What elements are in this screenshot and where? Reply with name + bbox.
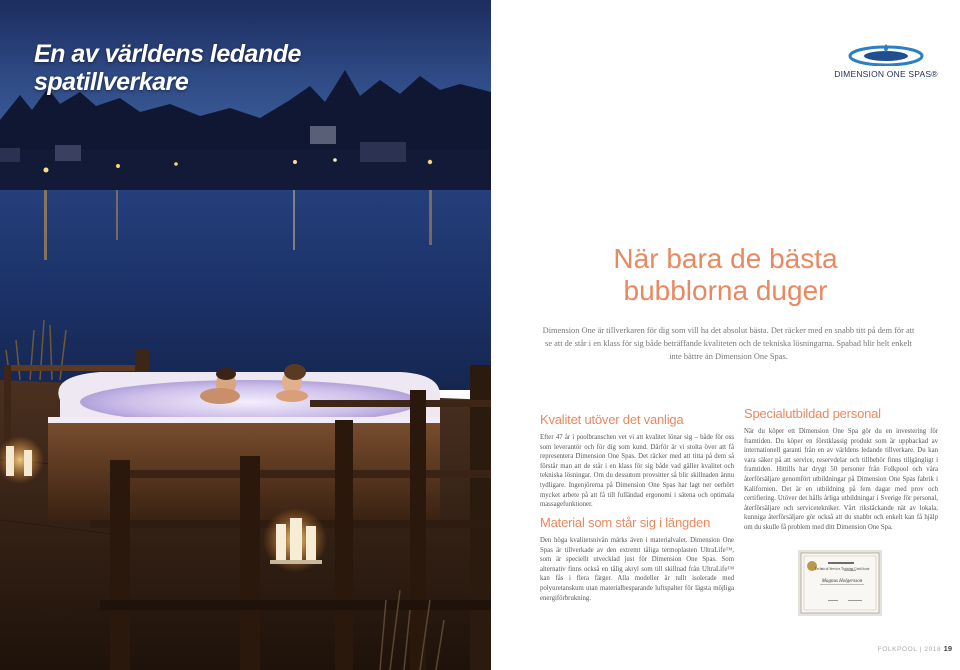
section-heading: Kvalitet utöver det vanliga	[540, 412, 684, 427]
section-staff	[744, 406, 938, 533]
dimension-one-logo-icon	[848, 42, 924, 66]
certificate-title: Technical Service Training Certificate	[814, 567, 870, 571]
training-certificate	[798, 550, 882, 616]
headline-line2: bubblorna duger	[623, 275, 828, 306]
section-heading: Material som står sig i längden	[540, 515, 711, 530]
headline	[491, 243, 960, 307]
footer-year: 2018	[924, 646, 942, 653]
certificate-image	[798, 550, 882, 616]
section-heading: Specialutbildad personal	[744, 406, 881, 421]
logo-text: DIMENSION ONE SPAS®	[834, 69, 938, 79]
page-footer	[878, 644, 952, 653]
hero-title	[34, 40, 301, 96]
section-body: Den höga kvalitetsnivån märks även i materialvalet. Dimension One Spas är tillverkade av den extremt tåliga termoplasten UltraLife™, som är speciellt utvecklad just för Dimension One Spas. Som alternativ finns också en tålig akryl som till skillnad från UltraLife™ kan fås i flera färger. Alla modeller är tullt isolerade med polyuretanskum utan materialbesparande luftspalter för lägsta möjliga energiförbrukning.	[540, 537, 734, 602]
brand-logo	[831, 42, 941, 79]
section-material	[540, 515, 734, 603]
hero-title-line2: spatillverkare	[34, 68, 189, 96]
page-number: 19	[943, 644, 952, 653]
article-page	[491, 0, 960, 670]
section-quality	[540, 412, 734, 510]
footer-brand: FOLKPOOL	[877, 646, 918, 653]
hero-title-line1: En av världens ledande	[34, 40, 301, 68]
section-body: När du köper ett Dimension One Spa gör du en investering för framtiden. Du köper en förstklassig produkt som är uppbackad av internationell garanti från en av världens ledande tillverkare. Du kan vara säker på att service, reservdelar och tillbehör finns tillgängligt i framtiden. Hittills har drygt 50 personer från Folkpool och våra återförsäljare genomfört utbildningar på Dimension One Spas fabrik i Kalifornien. Det är en utbildning på fem dagar med prov och certifiering. Utöver det hålls årliga utbildningar i Sverige för personal, återförsäljare och servicetekniker. Vårt rikstäckande nät av lokala, kunniga återförsäljare gör också att du snabbt och enkelt kan få hjälp om du skulle få problem med ditt Dimension One Spa.	[744, 428, 938, 531]
certificate-name: Magnus Holgersson	[821, 579, 863, 584]
footer-separator: |	[919, 646, 925, 653]
intro-text: Dimension One är tillverkaren för dig som vill ha det absolut bästa. Det räcker med en snabb titt på dem för att se att de står i en klass för sig både beträffande kvaliteten och de tekniska lösningarna. Spabad blir helt enkelt inte bättre än Dimension One Spas.	[542, 326, 915, 361]
headline-line1: När bara de bästa	[613, 243, 838, 274]
section-body: Efter 47 år i poolbranschen vet vi att kvalitet lönar sig – både för oss som leverantör och för dig som kund. Därför är vi stolta över att få representera Dimension One Spas. Det räcker med att titta på dem så förstår man att de står i en klass för sig både vad gäller kvalitet och tekniska lösningar. Om du dessutom provsitter så blir skillnaden ännu tydligare. Ingenjörerna på Dimension One Spas har lagt ner oerhört mycket arbete på att få till fulländad ergonomi i sätena och optimala massagefunktioner.	[540, 434, 734, 509]
